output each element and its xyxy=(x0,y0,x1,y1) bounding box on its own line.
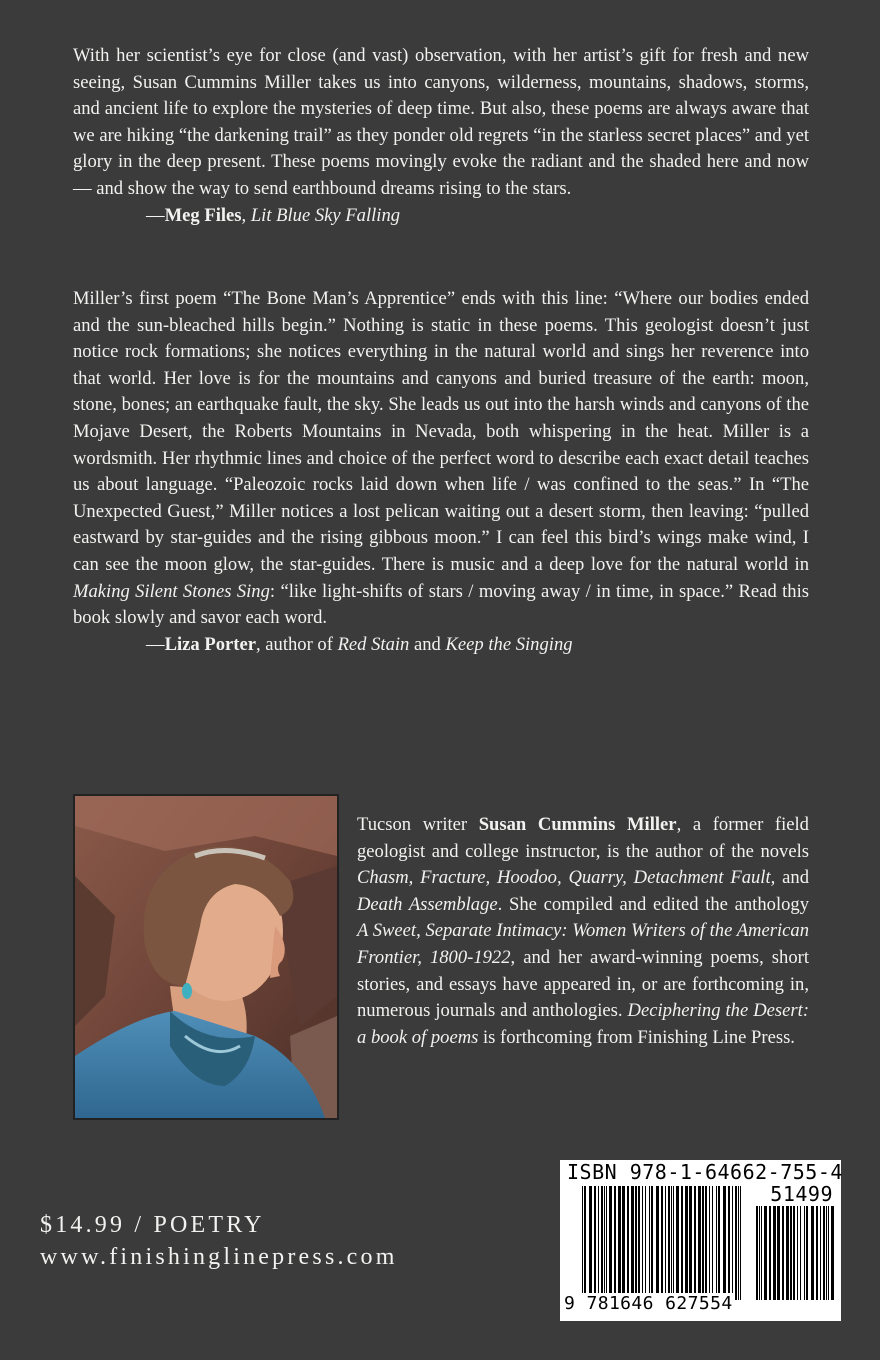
blurb-attribution: —Meg Files, Lit Blue Sky Falling xyxy=(146,204,401,226)
price-category: $14.99 / POETRY xyxy=(40,1212,265,1238)
barcode-bar xyxy=(723,1186,726,1300)
barcode-bar xyxy=(676,1186,679,1300)
blurb-attribution: —Liza Porter, author of Red Stain and Keep the Singing xyxy=(146,633,573,655)
barcode-bar xyxy=(769,1206,771,1300)
barcode-bar xyxy=(732,1186,733,1300)
barcode-bar xyxy=(685,1186,688,1300)
attribution-book: Red Stain xyxy=(337,633,410,655)
barcode-bar xyxy=(622,1186,625,1300)
barcode-bar xyxy=(627,1186,629,1300)
barcode-bar xyxy=(702,1186,704,1300)
barcode-bar xyxy=(661,1186,663,1300)
barcode-bar xyxy=(681,1186,683,1300)
author-photo-illustration xyxy=(75,796,337,1118)
price-code: 51499 xyxy=(770,1182,833,1206)
barcode-bar xyxy=(598,1186,599,1300)
ean-digits: 9 781646 627554 xyxy=(564,1293,733,1314)
author-bio-text: Tucson writer Susan Cummins Miller, a former field geologist and college instructor, is the author of the novels Chasm, Fracture, Hoodoo, Quarry, Detachment Fault, and Death Assemblage. She compiled and edited the anthology A Sweet, Separate Intimacy: Women Writers of the American Frontier, 1800-1922, and her award-winning poems, short stories, and essays have appeared in, or are forthcoming in, numerous journals and anthologies. Deciphering the Desert: a book of poems is forthcoming from Finishing Line Press. xyxy=(357,814,810,1048)
author-photo xyxy=(73,794,339,1120)
barcode-bar xyxy=(761,1206,762,1300)
barcode-bar xyxy=(705,1186,707,1300)
barcode-bar xyxy=(823,1206,825,1300)
barcode-bar xyxy=(642,1186,643,1300)
barcode-bar xyxy=(671,1186,672,1300)
barcode-bar xyxy=(668,1186,670,1300)
barcode-bar xyxy=(709,1186,710,1300)
barcode-bar xyxy=(645,1186,646,1300)
barcode-bar xyxy=(698,1186,701,1300)
barcode-bar xyxy=(811,1206,814,1300)
attribution-book: Keep the Singing xyxy=(445,633,573,655)
blurb-text: With her scientist’s eye for close (and vast) observation, with her artist’s gift for fresh and new seeing, Susan Cummins Miller takes us into canyons, wilderness, mountains, shadows, storms, and ancient life to explore the mysteries of deep time. But also, these poems are always aware that we are hiking “the darkening trail” as they ponder old regrets “in the starless secret places” and yet glory in the deep present. These poems movingly evoke the radiant and the shaded here and now — and show the way to send earthbound dreams rising to the stars. xyxy=(73,45,809,199)
barcode-bar xyxy=(601,1186,603,1300)
barcode-bar xyxy=(694,1186,696,1300)
barcode-bar xyxy=(665,1186,666,1300)
barcode-bar xyxy=(594,1186,596,1300)
barcode-bar xyxy=(831,1206,834,1300)
attribution-author: Liza Porter xyxy=(164,633,256,655)
barcode-bar xyxy=(673,1186,674,1300)
barcode-bar xyxy=(718,1186,720,1300)
barcode-bar xyxy=(631,1186,634,1300)
barcode-bar xyxy=(582,1186,583,1300)
barcode-bar xyxy=(656,1186,659,1300)
author-bio xyxy=(357,812,809,1051)
barcode-bar xyxy=(589,1186,592,1300)
barcode-bar xyxy=(735,1186,737,1300)
barcode-bar xyxy=(820,1206,821,1300)
blurb-meg-files xyxy=(73,43,809,229)
author-name: Susan Cummins Miller xyxy=(478,814,677,835)
barcode-bar xyxy=(793,1206,795,1300)
isbn-label: ISBN 978-1-64662-755-4 xyxy=(567,1160,843,1184)
attribution-book: Lit Blue Sky Falling xyxy=(250,204,401,226)
barcode-bar xyxy=(756,1206,758,1300)
barcode-bar xyxy=(806,1206,808,1300)
barcode-bar xyxy=(606,1186,607,1300)
barcode-bar xyxy=(689,1186,692,1300)
barcode-bar xyxy=(614,1186,616,1300)
barcode-bar xyxy=(728,1186,730,1300)
barcode-bar xyxy=(790,1206,792,1300)
book-title: Making Silent Stones Sing xyxy=(73,580,270,602)
isbn-barcode xyxy=(560,1160,841,1321)
barcode-bar xyxy=(649,1186,650,1300)
barcode-bar xyxy=(638,1186,640,1300)
barcode-bar xyxy=(773,1206,776,1300)
barcode-bar xyxy=(635,1186,637,1300)
barcode-bar xyxy=(738,1186,739,1300)
barcode-bar xyxy=(716,1186,717,1300)
blurb-liza-porter xyxy=(73,286,809,658)
barcode-bar xyxy=(804,1206,805,1300)
barcode-bar xyxy=(740,1186,741,1300)
barcode-bar xyxy=(797,1206,798,1300)
barcode-bar xyxy=(584,1186,586,1300)
barcode-bar xyxy=(604,1186,605,1300)
attribution-author: Meg Files xyxy=(164,204,242,226)
barcode-bar xyxy=(618,1186,621,1300)
barcode-bar xyxy=(777,1206,780,1300)
barcode-bar xyxy=(786,1206,789,1300)
barcode-bar xyxy=(712,1186,713,1300)
barcode-bar xyxy=(782,1206,784,1300)
barcode-bar xyxy=(651,1186,653,1300)
barcode-bar xyxy=(816,1206,818,1300)
barcode-bar xyxy=(759,1206,760,1300)
barcode-bar xyxy=(828,1206,829,1300)
publisher-website: www.finishinglinepress.com xyxy=(40,1244,398,1270)
barcode-bar xyxy=(609,1186,612,1300)
barcode-bar xyxy=(826,1206,827,1300)
barcode-bar xyxy=(764,1206,767,1300)
blurb-text: Miller’s first poem “The Bone Man’s Apprentice” ends with this line: “Where our bodies ended and the sun-bleached hills begin.” Nothing is static in these poems. This geologist doesn’t just notice rock formations; she notices everything in the natural world and sings her reverence into that world. Her love is for the mountains and canyons and buried treasure of the earth: moon, stone, bones; an earthquake fault, the sky. She leads us out into the harsh winds and canyons of the Mojave Desert, the Roberts Mountains in Nevada, both whispering in the heat. Miller is a wordsmith. Her rhythmic lines and choice of the perfect word to describe each exact detail teaches us about language. “Paleozoic rocks laid down when life / was confined to the seas.” In “The Unexpected Guest,” Miller notices a lost pelican waiting out a desert storm, then leaving: “pulled eastward by star-guides and the rising gibbous moon.” I can feel this bird’s wings make wind, I can see the moon glow, the star-guides. There is music and a deep love for the natural world in Making Silent Stones Sing: “like light-shifts of stars / moving away / in time, in space.” Read this book slowly and savor each word. xyxy=(73,288,809,629)
barcode-bar xyxy=(800,1206,801,1300)
